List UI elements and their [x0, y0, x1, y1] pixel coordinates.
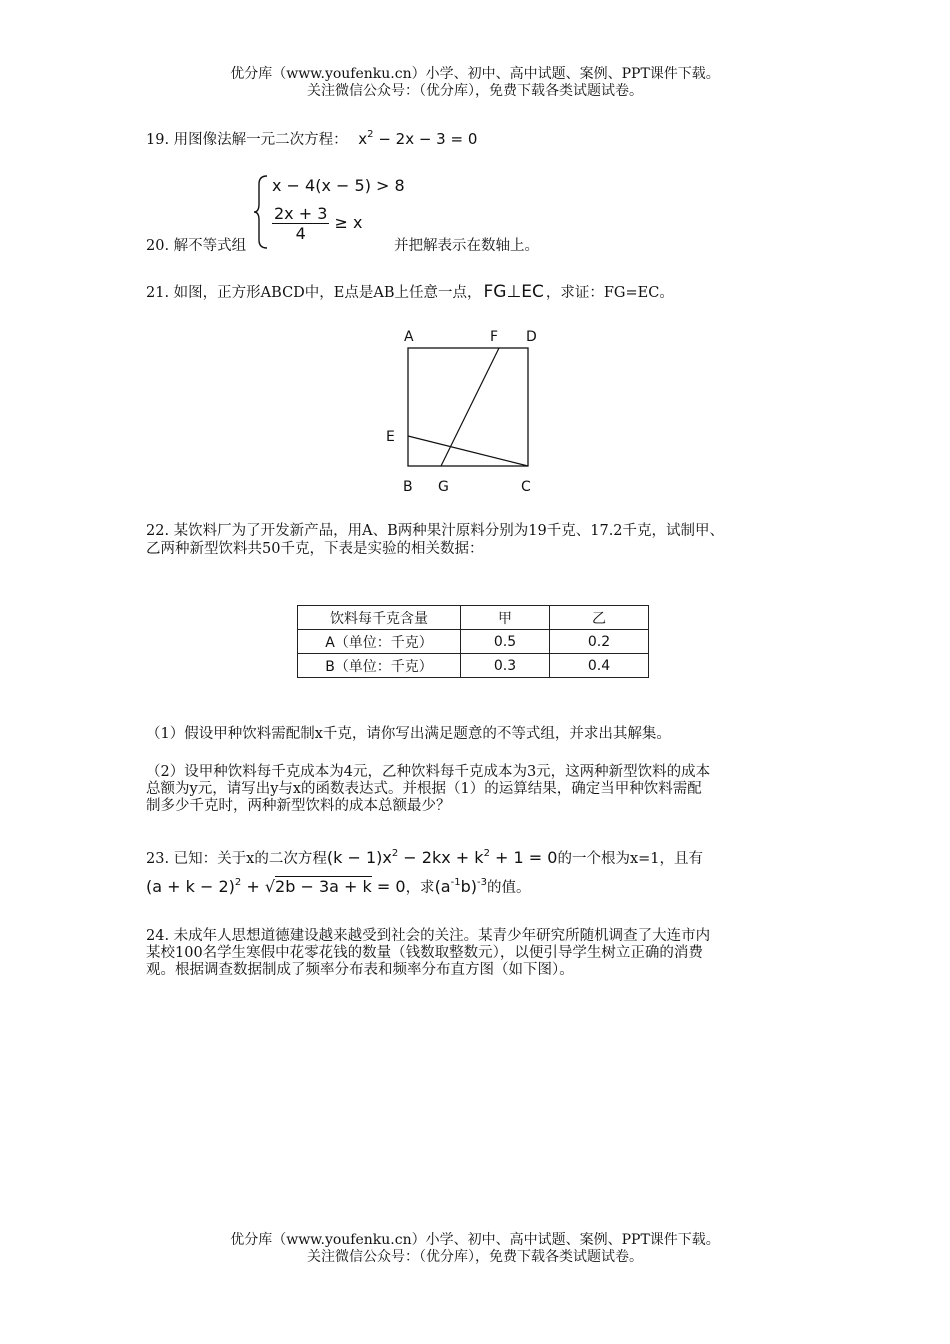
- q23-line-1: [146, 849, 703, 870]
- q19-equation: [358, 130, 477, 148]
- q23-eq-sup: 2: [391, 848, 399, 859]
- q23-eq-part: − 2kx + k: [398, 848, 484, 867]
- q19-eq-part: x: [358, 130, 368, 148]
- table-header-cell: 甲: [461, 606, 550, 630]
- segment-ec: [408, 436, 528, 466]
- q20-fraction-denominator: 4: [295, 224, 306, 243]
- q22-line-2: 乙两种新型饮料共50千克，下表是实验的相关数据：: [146, 541, 484, 557]
- q23-mid-2: ，求: [405, 880, 435, 896]
- q22-part-2-line-3: 制多少千克时，两种新型饮料的成本总额最少？: [146, 798, 451, 814]
- q22-part-1: （1）假设甲种饮料需配制x千克，请你写出满足题意的不等式组，并求出其解集。: [146, 726, 671, 742]
- q22-line-1: 22. 某饮料厂为了开发新产品，用A、B两种果汁原料分别为19千克、17.2千克，试制甲、: [146, 523, 725, 539]
- sqrt-icon: √: [264, 877, 276, 896]
- q22-data-table: [297, 605, 649, 678]
- q19-eq-part: − 2x − 3 = 0: [373, 130, 478, 148]
- q23-eq-sup: -3: [477, 877, 487, 888]
- q20-brace-icon: [252, 174, 270, 250]
- footer-line-1: 优分库（www.youfenku.cn）小学、初中、高中试题、案例、PPT课件下载。: [230, 1232, 720, 1248]
- table-row: [298, 654, 649, 678]
- q19-text: 19. 用图像法解一元二次方程：: [146, 132, 348, 148]
- label-c: C: [521, 479, 531, 495]
- q24-line-3: 观。根据调查数据制成了频率分布表和频率分布直方图（如下图）。: [146, 962, 574, 978]
- q23-mid: 的一个根为x=1，且有: [557, 851, 704, 867]
- q20-inequality-1: x − 4(x − 5) > 8: [272, 176, 405, 195]
- q20-fraction: [272, 204, 329, 243]
- q23-eq-sup: 2: [483, 848, 490, 859]
- header-line-2: 关注微信公众号：（优分库），免费下载各类试题试卷。: [307, 83, 643, 99]
- q23-eq-part: (a + k − 2): [146, 877, 235, 896]
- q20-inequality-2: [272, 204, 362, 243]
- q21-formula: FG⊥EC: [483, 282, 544, 302]
- q21-square-figure: [378, 320, 573, 500]
- q20-suffix: 并把解表示在数轴上。: [394, 238, 539, 254]
- segment-fg: [441, 348, 499, 466]
- q23-eq-sup: 2: [234, 877, 242, 888]
- q23-eq-part: + 1 = 0: [489, 848, 558, 867]
- q24-line-1: 24. 未成年人思想道德建设越来越受到社会的关注。某青少年研究所随机调查了大连市内: [146, 928, 711, 944]
- q23-eq-part: (k − 1)x: [326, 848, 392, 867]
- q23-line-2: [146, 878, 530, 899]
- page-header: [0, 66, 950, 100]
- table-header-cell: 饮料每千克含量: [298, 606, 461, 630]
- footer-line-2: 关注微信公众号：（优分库），免费下载各类试题试卷。: [307, 1249, 643, 1265]
- q23-eq-part: +: [241, 877, 265, 896]
- q23-equation-2: [146, 877, 406, 896]
- q23-equation-1: [327, 848, 558, 867]
- q23-expression: [435, 877, 487, 896]
- q23-suffix: 的值。: [486, 880, 531, 896]
- table-cell: 0.5: [461, 630, 550, 654]
- q21-prefix: 21. 如图，正方形ABCD中，E点是AB上任意一点，: [146, 285, 482, 301]
- page-footer: [0, 1232, 950, 1266]
- square-abcd: [408, 348, 528, 466]
- label-g: G: [438, 479, 449, 495]
- q23-eq-part: = 0: [371, 877, 406, 896]
- q20-relation: ≥ x: [334, 213, 363, 232]
- table-cell: B（单位：千克）: [298, 654, 461, 678]
- header-line-1: 优分库（www.youfenku.cn）小学、初中、高中试题、案例、PPT课件下载。: [230, 66, 720, 82]
- table-cell: 0.3: [461, 654, 550, 678]
- table-row: [298, 630, 649, 654]
- label-b: B: [403, 479, 413, 495]
- q19-eq-sup: 2: [367, 129, 374, 140]
- table-header-cell: 乙: [550, 606, 649, 630]
- question-21: [146, 283, 674, 302]
- q21-suffix: ，求证：FG=EC。: [545, 285, 674, 301]
- table-cell: 0.2: [550, 630, 649, 654]
- question-19: [146, 130, 477, 151]
- q23-eq-sup: -1: [450, 877, 461, 888]
- label-d: D: [526, 329, 537, 345]
- q23-prefix: 23. 已知：关于x的二次方程: [146, 851, 327, 867]
- q20-fraction-numerator: 2x + 3: [274, 204, 328, 223]
- table-cell: A（单位：千克）: [298, 630, 461, 654]
- label-e: E: [386, 429, 395, 445]
- q24-line-2: 某校100名学生寒假中花零花钱的数量（钱数取整数元），以便引导学生树立正确的消费: [146, 945, 703, 961]
- q23-eq-part: (a: [434, 877, 451, 896]
- q23-radicand: 2b − 3a + k: [275, 877, 372, 896]
- table-cell: 0.4: [550, 654, 649, 678]
- q22-part-2-line-2: 总额为y元，请写出y与x的函数表达式。并根据（1）的运算结果，确定当甲种饮料需配: [146, 781, 702, 797]
- q22-part-2-line-1: （2）设甲种饮料每千克成本为4元，乙种饮料每千克成本为3元，这两种新型饮料的成本: [146, 764, 711, 780]
- q20-prefix: 20. 解不等式组: [146, 238, 247, 254]
- label-a: A: [404, 329, 414, 345]
- table-header-row: [298, 606, 649, 630]
- label-f: F: [490, 329, 499, 345]
- q23-eq-part: b): [460, 877, 477, 896]
